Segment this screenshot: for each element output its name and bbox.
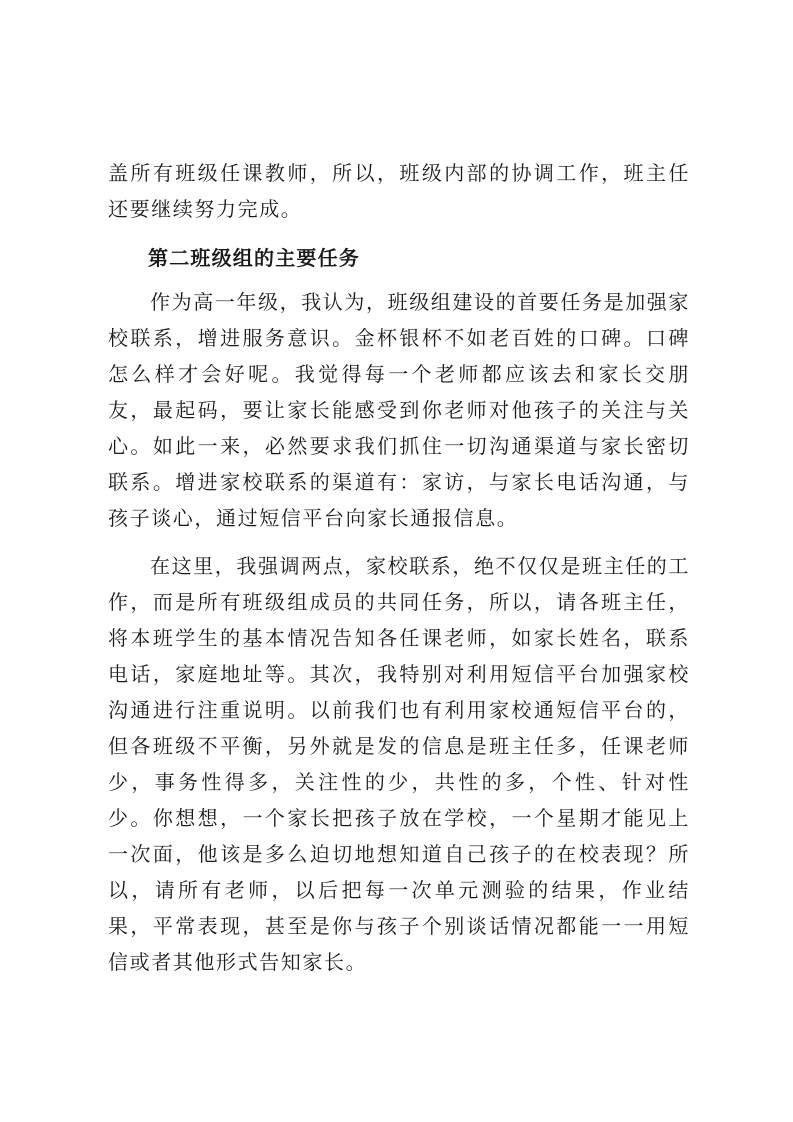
section-heading: 第二班级组的主要任务 <box>148 246 360 270</box>
paragraph-continued: 盖所有班级任课教师，所以，班级内部的协调工作，班主任还要继续努力完成。 <box>108 161 690 221</box>
paragraph-body-1: 作为高一年级，我认为，班级组建设的首要任务是加强家校联系，增进服务意识。金杯银杯不如老百姓的口碑。口碑怎么样才会好呢。我觉得每一个老师都应该去和家长交朋友，最起码，要让家长能感受到你老师对他孩子的关注与关心。如此一来，必然要求我们抓住一切沟通渠道与家长密切联系。增进家校联系的渠道有：家访，与家长电话沟通，与孩子谈心，通过短信平台向家长通报信息。 <box>108 290 690 530</box>
paragraph-body-2: 在这里，我强调两点，家校联系，绝不仅仅是班主任的工作，而是所有班级组成员的共同任务，所以，请各班主任，将本班学生的基本情况告知各任课老师，如家长姓名，联系电话，家庭地址等。其次，我特别对利用短信平台加强家校沟通进行注重说明。以前我们也有利用家校通短信平台的，但各班级不平衡，另外就是发的信息是班主任多，任课老师少，事务性得多，关注性的少，共性的多，个性、针对性少。你想想，一个家长把孩子放在学校，一个星期才能见上一次面，他该是多么迫切地想知道自己孩子的在校表现？所以，请所有老师，以后把每一次单元测验的结果，作业结果，平常表现，甚至是你与孩子个别谈话情况都能一一用短信或者其他形式告知家长。 <box>108 554 690 974</box>
